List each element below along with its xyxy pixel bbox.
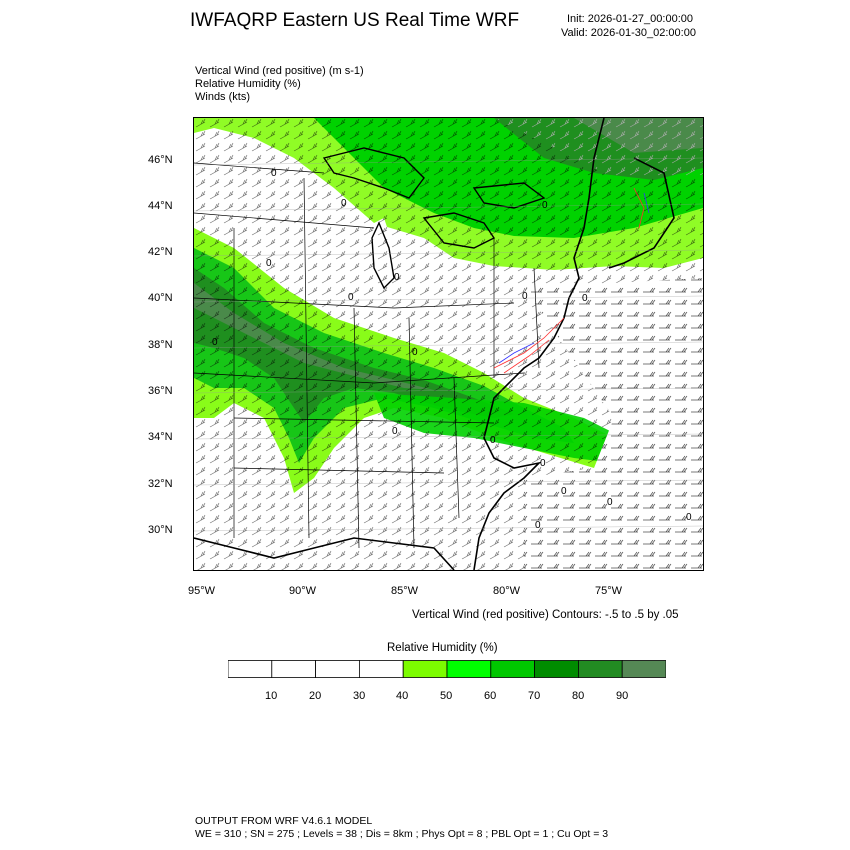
colorbar-tick: 10 (265, 690, 278, 702)
lat-label: 34°N (148, 431, 173, 443)
contour-label: 0 (561, 486, 567, 497)
colorbar-box (535, 661, 579, 678)
lat-label: 46°N (148, 154, 173, 166)
colorbar-box (403, 661, 447, 678)
colorbar-tick: 20 (309, 690, 322, 702)
contour-label: 0 (341, 198, 347, 209)
colorbar (228, 660, 666, 678)
contour-label: 0 (392, 426, 398, 437)
footer-config: WE = 310 ; SN = 275 ; Levels = 38 ; Dis = 8km ; Phys Opt = 8 ; PBL Opt = 1 ; Cu Opt = 3 (195, 828, 609, 840)
page-title: IWFAQRP Eastern US Real Time WRF (190, 10, 520, 31)
lat-label: 30°N (148, 524, 173, 536)
lon-label: 90°W (289, 585, 317, 597)
contour-label: 0 (394, 272, 400, 283)
field-label-vertical-wind: Vertical Wind (red positive) (m s-1) (195, 65, 364, 77)
colorbar-tick: 70 (528, 690, 541, 702)
colorbar-tick: 60 (484, 690, 497, 702)
init-time: Init: 2026-01-27_00:00:00 (567, 13, 693, 25)
contour-label: 0 (522, 291, 528, 302)
lat-label: 38°N (148, 339, 173, 351)
lat-label: 40°N (148, 292, 173, 304)
colorbar-box (622, 661, 666, 678)
contour-label: 0 (535, 520, 541, 531)
lon-label: 80°W (493, 585, 521, 597)
contour-label: 0 (607, 497, 613, 508)
contour-label: 0 (540, 458, 546, 469)
lon-label: 75°W (595, 585, 623, 597)
map-canvas (194, 118, 703, 570)
colorbar-tick: 90 (616, 690, 629, 702)
colorbar-tick: 30 (353, 690, 366, 702)
contour-label: 0 (412, 347, 418, 358)
lon-label: 95°W (188, 585, 216, 597)
weather-map (193, 117, 704, 571)
contour-label: 0 (271, 168, 277, 179)
lon-label: 85°W (391, 585, 419, 597)
colorbar-tick: 40 (396, 690, 409, 702)
colorbar-box (447, 661, 491, 678)
contour-label: 0 (266, 258, 272, 269)
footer-model: OUTPUT FROM WRF V4.6.1 MODEL (195, 815, 373, 827)
contour-label: 0 (542, 200, 548, 211)
contour-label: 0 (582, 293, 588, 304)
colorbar-tick: 50 (440, 690, 453, 702)
colorbar-box (228, 661, 272, 678)
lat-label: 44°N (148, 200, 173, 212)
colorbar-title: Relative Humidity (%) (387, 642, 498, 654)
colorbar-box (359, 661, 403, 678)
contour-label: 0 (490, 435, 496, 446)
contour-label: 0 (212, 337, 218, 348)
contour-caption: Vertical Wind (red positive) Contours: -.5 to .5 by .05 (412, 609, 679, 621)
lat-label: 32°N (148, 478, 173, 490)
colorbar-box (578, 661, 622, 678)
colorbar-box (272, 661, 316, 678)
colorbar-box (491, 661, 535, 678)
valid-time: Valid: 2026-01-30_02:00:00 (561, 27, 696, 39)
colorbar-box (316, 661, 360, 678)
lat-label: 42°N (148, 246, 173, 258)
contour-label: 0 (686, 512, 692, 523)
lat-label: 36°N (148, 385, 173, 397)
colorbar-tick: 80 (572, 690, 585, 702)
field-label-relative-humidity: Relative Humidity (%) (195, 78, 301, 90)
contour-label: 0 (348, 292, 354, 303)
field-label-winds: Winds (kts) (195, 91, 250, 103)
